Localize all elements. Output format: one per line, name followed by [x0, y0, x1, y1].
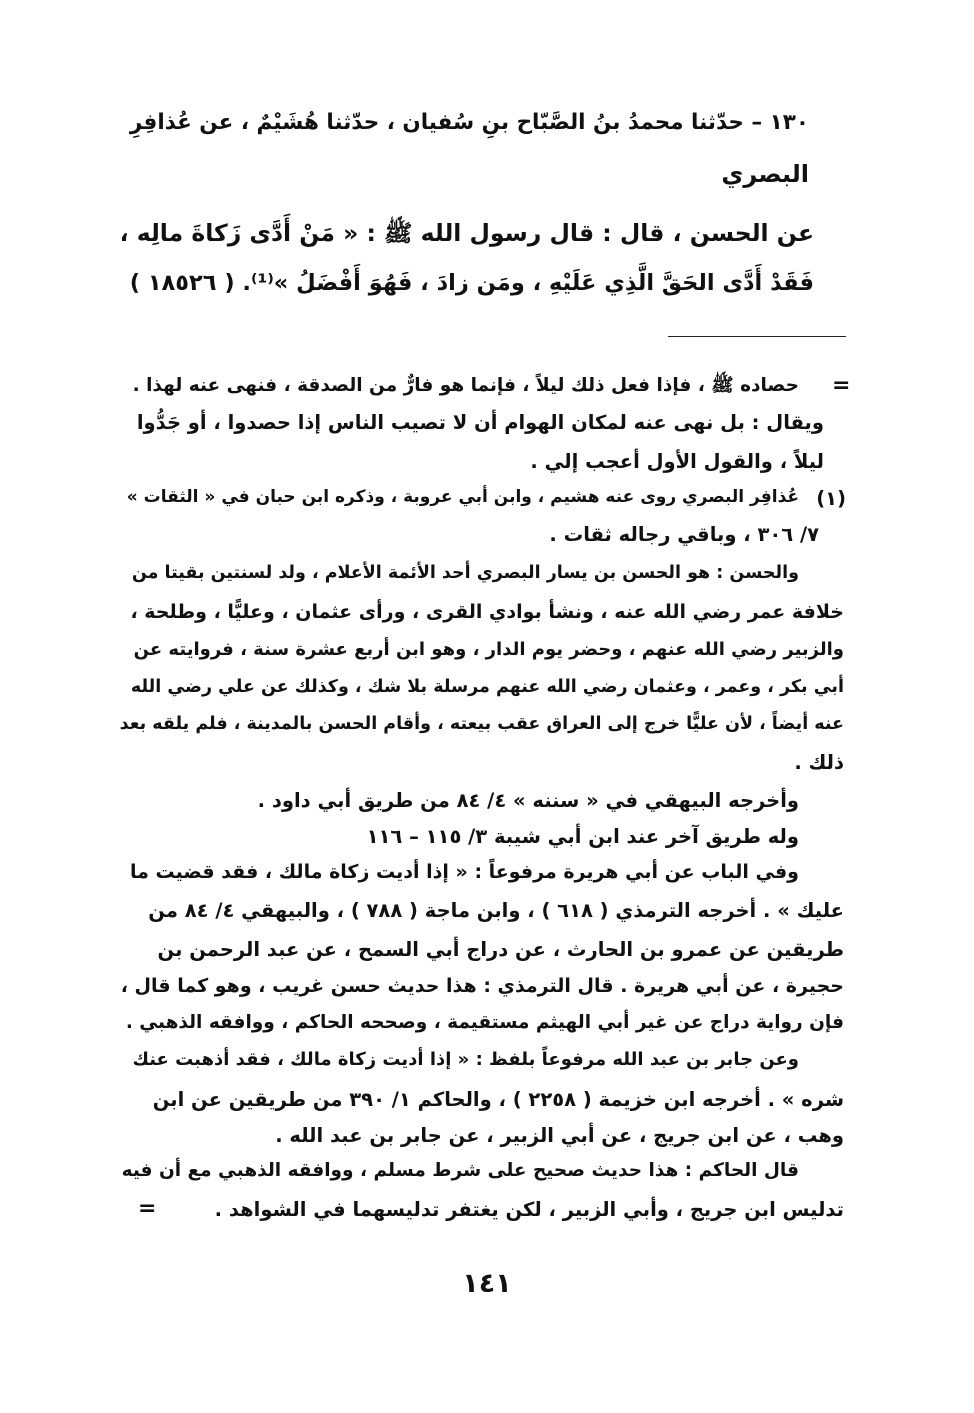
- bayhaqi-line: وأخرجه البيهقي في « سننه » ٤/ ٨٤ من طريق أبي داود .: [257, 789, 799, 812]
- hakim-line-1: قال الحاكم : هذا حديث صحيح على شرط مسلم ، ووافقه الذهبي مع أن فيه: [121, 1160, 799, 1181]
- hadith-line-3: عن الحسن ، قال : قال رسول الله ﷺ : « مَنْ أَدَّى زَكاةَ مالِه ،: [119, 219, 814, 247]
- hakim-line-2: تدليس ابن جريج ، وأبي الزبير ، لكن يغتفر تدليسهما في الشواهد .: [214, 1198, 844, 1221]
- end-continuation-marker: =: [138, 1196, 157, 1221]
- footnote-1-number: (١): [816, 487, 846, 510]
- footnote-continuation-line-3: ليلاً ، والقول الأول أعجب إلي .: [530, 450, 824, 473]
- abu-hurayra-line-5: فإن رواية دراج عن غير أبي الهيثم مستقيمة ، وصححه الحاكم ، ووافقه الذهبي .: [125, 1012, 844, 1033]
- ibn-abi-shaybah-line: وله طريق آخر عند ابن أبي شيبة ٣/ ١١٥ – ١١٦: [366, 825, 799, 848]
- footnote-continuation-line-1: حصاده ﷺ ، فإذا فعل ذلك ليلاً ، فإنما هو فارٌّ من الصدقة ، فنهى عنه لهذا .: [132, 375, 799, 396]
- footnote-continuation-line-2: ويقال : بل نهى عنه لمكان الهوام أن لا تصيب الناس إذا حصدوا ، أو جَدُّوا: [136, 411, 824, 434]
- hasan-paragraph-line-6: ذلك .: [794, 751, 844, 774]
- abu-hurayra-line-1: وفي الباب عن أبي هريرة مرفوعاً : « إذا أديت زكاة مالك ، فقد قضيت ما: [130, 861, 799, 883]
- jabir-line-3: وهب ، عن ابن جريج ، عن أبي الزبير ، عن جابر بن عبد الله .: [275, 1124, 844, 1147]
- hadith-line-1: ١٣٠ – حدّثنا محمدُ بنُ الصَّبّاح بنِ سُفيان ، حدّثنا هُشَيْمٌ ، عن عُذافِرِ: [129, 110, 809, 135]
- hasan-paragraph-line-5: عنه أيضاً ، لأن عليًّا خرج إلى العراق عقب بيعته ، وأقام الحسن بالمدينة ، فلم يلقه بعد: [119, 714, 844, 734]
- continuation-marker: =: [832, 373, 851, 398]
- footnote-1-line-1: عُذافِر البصري روى عنه هشيم ، وابن أبي عروبة ، وذكره ابن حبان في « الثقات »: [126, 487, 799, 507]
- footnote-separator: [668, 336, 846, 337]
- hadith-line-4: فَقَدْ أَدَّى الحَقَّ الَّذِي عَلَيْهِ ، ومَن زادَ ، فَهُوَ أَفْضَلُ »⁽¹⁾. ( ١٨٥٢٦ ): [129, 270, 814, 296]
- hasan-paragraph-line-3: والزبير رضي الله عنهم ، وحضر يوم الدار ، وهو ابن أربع عشرة سنة ، فروايته عن: [133, 639, 844, 660]
- footnote-1-line-2: ٧/ ٣٠٦ ، وباقي رجاله ثقات .: [549, 523, 819, 546]
- hasan-paragraph-line-2: خلافة عمر رضي الله عنه ، ونشأ بوادي القرى ، ورأى عثمان ، وعليًّا ، وطلحة ،: [130, 601, 844, 623]
- abu-hurayra-line-4: حجيرة ، عن أبي هريرة . قال الترمذي : هذا حديث حسن غريب ، وهو كما قال ،: [120, 975, 844, 997]
- hasan-paragraph-line-4: أبي بكر ، وعمر ، وعثمان رضي الله عنهم مرسلة بلا شك ، وكذلك عن علي رضي الله: [130, 677, 844, 697]
- jabir-line-1: وعن جابر بن عبد الله مرفوعاً بلفظ : « إذا أديت زكاة مالك ، فقد أذهبت عنك: [132, 1049, 799, 1070]
- jabir-line-2: شره » . أخرجه ابن خزيمة ( ٢٢٥٨ ) ، والحاكم ١/ ٣٩٠ من طريقين عن ابن: [152, 1088, 844, 1111]
- hasan-paragraph-line-1: والحسن : هو الحسن بن يسار البصري أحد الأئمة الأعلام ، ولد لسنتين بقيتا من: [131, 563, 799, 583]
- page-number: ١٤١: [462, 1268, 512, 1299]
- hadith-line-2: البصري: [721, 160, 809, 188]
- abu-hurayra-line-3: طريقين عن عمرو بن الحارث ، عن دراج أبي السمح ، عن عبد الرحمن بن: [157, 938, 844, 961]
- abu-hurayra-line-2: عليك » . أخرجه الترمذي ( ٦١٨ ) ، وابن ماجة ( ٧٨٨ ) ، والبيهقي ٤/ ٨٤ من: [148, 899, 844, 922]
